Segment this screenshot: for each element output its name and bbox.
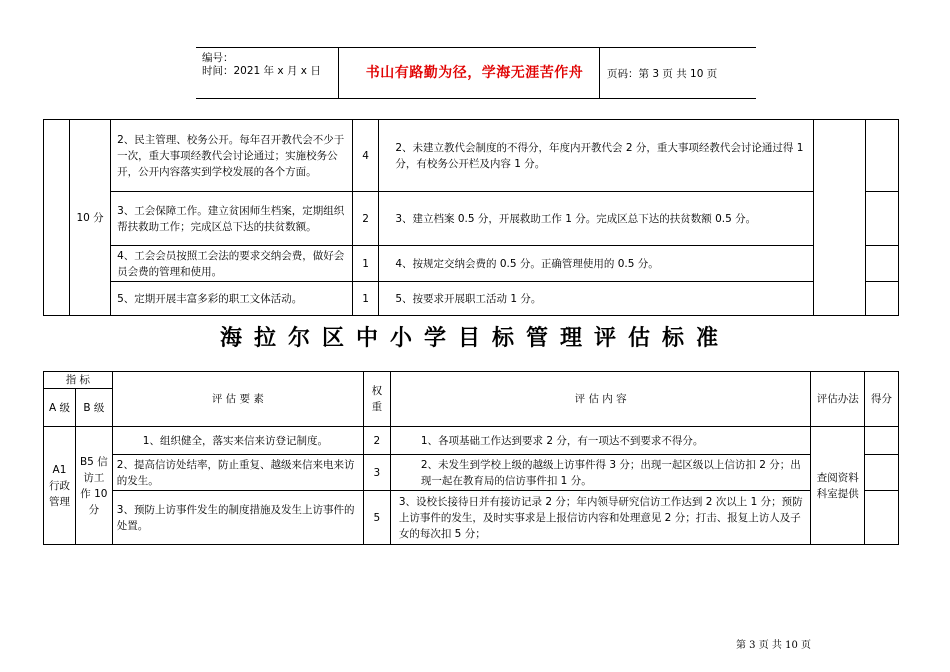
a-level-header: A 级 — [44, 389, 76, 427]
content-cell: 5、按要求开展职工活动 1 分。 — [379, 282, 814, 316]
score-header: 得分 — [865, 372, 899, 427]
weight-cell: 3 — [363, 455, 390, 491]
score-blank — [866, 282, 899, 316]
element-cell: 3、预防上访事件发生的制度措施及发生上访事件的处置。 — [112, 491, 363, 545]
method-header: 评估办法 — [811, 372, 865, 427]
content-cell: 1、各项基础工作达到要求 2 分，有一项达不到要求不得分。 — [390, 427, 811, 455]
table-row — [44, 455, 899, 491]
weight-cell: 1 — [352, 246, 378, 282]
weight-cell: 1 — [352, 282, 378, 316]
weight-header: 权重 — [363, 372, 390, 427]
page-header — [196, 47, 756, 99]
weight-cell: 2 — [352, 192, 378, 246]
content-cell: 3、建立档案 0.5 分，开展救助工作 1 分。完成区总下达的扶贫数额 0.5 分。 — [379, 192, 814, 246]
element-cell: 3、工会保障工作。建立贫困师生档案，定期组织帮扶救助工作；完成区总下达的扶贫数额。 — [111, 192, 353, 246]
page-footer: 第 3 页 共 10 页 — [736, 640, 811, 651]
header-meta — [196, 48, 339, 98]
header-row — [44, 372, 899, 389]
a-level-cell — [44, 120, 70, 316]
weight-cell: 5 — [363, 491, 390, 545]
indicator-header: 指 标 — [44, 372, 113, 389]
table-row — [44, 282, 899, 316]
content-cell: 4、按规定交纳会费的 0.5 分。正确管理使用的 0.5 分。 — [379, 246, 814, 282]
table-row — [44, 427, 899, 455]
a-level-cell: A1 行政管理 — [44, 427, 76, 545]
b-level-cell: B5 信访工作 10 分 — [75, 427, 112, 545]
element-cell: 1、组织健全，落实来信来访登记制度。 — [112, 427, 363, 455]
document-title: 海拉尔区中小学目标管理评估标准 — [219, 325, 730, 351]
method-cell — [814, 120, 866, 316]
element-cell: 4、工会会员按照工会法的要求交纳会费，做好会员会费的管理和使用。 — [111, 246, 353, 282]
element-cell: 5、定期开展丰富多彩的职工文体活动。 — [111, 282, 353, 316]
b-level-header: B 级 — [75, 389, 112, 427]
table-row — [44, 246, 899, 282]
table-row — [44, 491, 899, 545]
score-blank — [865, 427, 899, 455]
main-table — [43, 371, 899, 545]
content-header: 评 估 内 容 — [390, 372, 811, 427]
top-table — [43, 119, 899, 316]
weight-cell: 2 — [363, 427, 390, 455]
score-cell: 10 分 — [70, 120, 111, 316]
score-blank — [865, 491, 899, 545]
number-label: 编号： — [202, 52, 234, 64]
content-cell: 2、未发生到学校上级的越级上访事件得 3 分；出现一起区级以上信访扣 2 分；出现一起在教育局的信访事件扣 1 分。 — [390, 455, 811, 491]
score-blank — [866, 120, 899, 192]
element-cell: 2、民主管理、校务公开。每年召开教代会不少于一次，重大事项经教代会讨论通过；实施校务公开，公开内容落实到学校发展的各个方面。 — [111, 120, 353, 192]
score-blank — [866, 192, 899, 246]
element-header: 评 估 要 素 — [112, 372, 363, 427]
time-label: 时间：2021 年 x 月 x 日 — [202, 65, 321, 77]
content-cell: 3、设校长接待日并有接访记录 2 分；年内领导研究信访工作达到 2 次以上 1 分；预防上访事件的发生，及时实事求是上报信访内容和处理意见 2 分；打击、报复上访人及子女的每次扣 5 分； — [390, 491, 811, 545]
element-cell: 2、提高信访处结率，防止重复、越级来信来电来访的发生。 — [112, 455, 363, 491]
score-blank — [865, 455, 899, 491]
table-row — [44, 192, 899, 246]
score-blank — [866, 246, 899, 282]
page-label: 页码：第 3 页 共 10 页 — [607, 68, 718, 80]
motto: 书山有路勤为径，学海无涯苦作舟 — [365, 65, 584, 81]
method-cell: 查阅资料科室提供 — [811, 427, 865, 545]
header-divider — [599, 48, 600, 98]
table-row — [44, 120, 899, 192]
weight-cell: 4 — [352, 120, 378, 192]
content-cell: 2、未建立教代会制度的不得分，年度内开教代会 2 分，重大事项经教代会讨论通过得 1 分，有校务公开栏及内容 1 分。 — [379, 120, 814, 192]
